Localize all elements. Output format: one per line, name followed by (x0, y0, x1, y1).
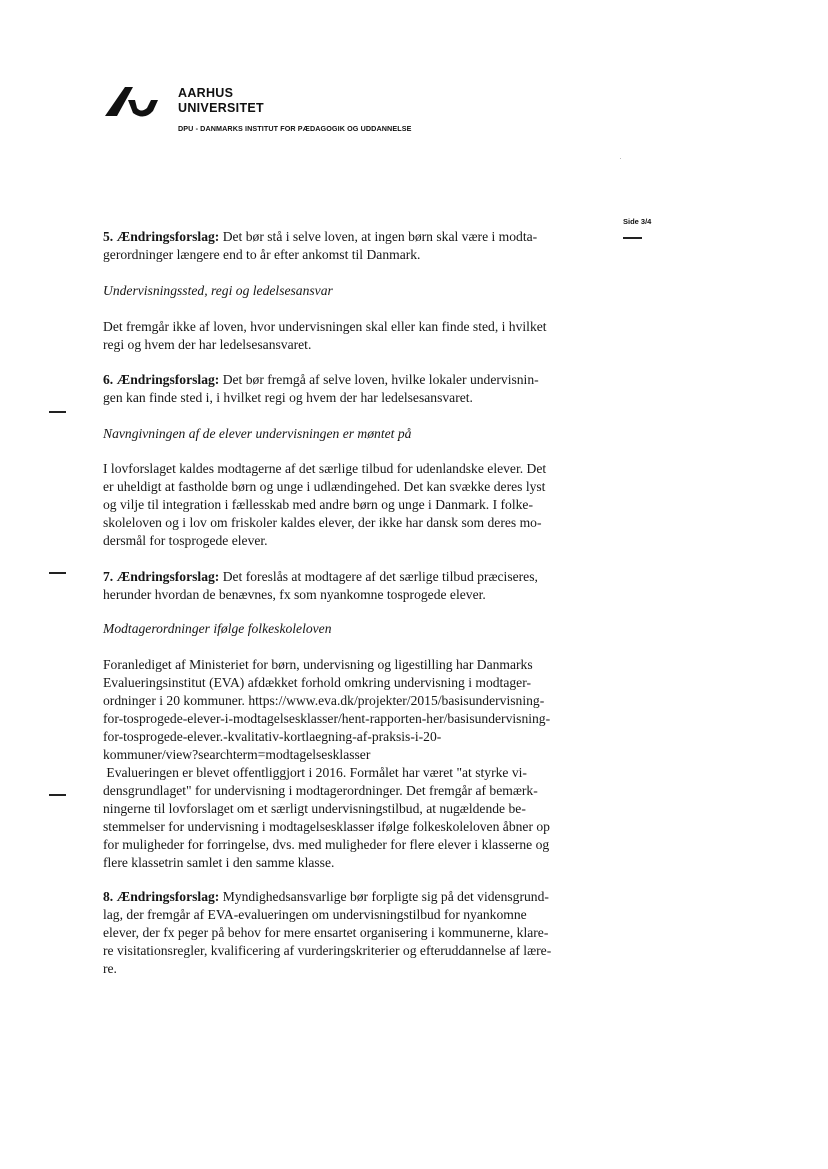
proposal-label: 6. Ændringsforslag: (103, 372, 220, 387)
proposal-text: lag, der fremgår af EVA-evalueringen om undervisningstilbud for nyankomne (103, 907, 527, 922)
paragraph (103, 318, 608, 354)
paragraph-line: Det fremgår ikke af loven, hvor undervisningen skal eller kan finde sted, i hvilket (103, 319, 547, 334)
paragraph-line: Foranlediget af Ministeriet for børn, undervisning og ligestilling har Danmarks (103, 657, 533, 672)
paragraph-line: for muligheder for forringelse, dvs. med muligheder for flere elever i klasserne og (103, 837, 550, 852)
paragraph-line: er uheldigt at fastholde børn og unge i udlændingehed. Det kan svække deres lyst (103, 479, 546, 494)
paragraph-line: flere klassetrin samlet i den samme klasse. (103, 855, 335, 870)
proposal-text: Myndighedsansvarlige bør forpligte sig på det vidensgrund- (219, 889, 549, 904)
university-name-line2: UNIVERSITET (178, 101, 264, 115)
paragraph-line: for-tosprogede-elever.-kvalitativ-kortlaegning-af-praksis-i-20- (103, 729, 442, 744)
proposal-text: Det bør fremgå af selve loven, hvilke lokaler undervisnin- (219, 372, 539, 387)
paragraph-line: Evalueringsinstitut (EVA) afdækket forhold omkring undervisning i modtager- (103, 675, 531, 690)
proposal-8 (103, 888, 608, 978)
aarhus-university-logo-icon (103, 84, 169, 118)
proposal-label: 8. Ændringsforslag: (103, 889, 220, 904)
paragraph-line: for-tosprogede-elever-i-modtagelsesklasser/hent-rapporten-her/basisundervisning- (103, 711, 551, 726)
proposal-label: 7. Ændringsforslag: (103, 569, 220, 584)
proposal-text: gen kan finde sted i, i hvilket regi og hvem der har ledelsesansvaret. (103, 390, 473, 405)
margin-mark (49, 572, 66, 574)
paragraph (103, 460, 608, 550)
proposal-text: gerordninger længere end to år efter ankomst til Danmark. (103, 247, 421, 262)
proposal-text: Det bør stå i selve loven, at ingen børn skal være i modta- (219, 229, 538, 244)
proposal-text: elever, der fx peger på behov for mere ensartet organisering i kommunerne, klare- (103, 925, 549, 940)
margin-mark (49, 794, 66, 796)
proposal-text: re visitationsregler, kvalificering af vurderingskriterier og efteruddannelse af lære- (103, 943, 552, 958)
paragraph-line: kommuner/view?searchterm=modtagelsesklasser (103, 747, 371, 762)
proposal-text: herunder hvordan de benævnes, fx som nyankomne tosprogede elever. (103, 587, 486, 602)
paragraph-line: ordninger i 20 kommuner. https://www.eva.dk/projekter/2015/basisundervisning- (103, 693, 545, 708)
margin-mark (623, 237, 642, 239)
proposal-6 (103, 371, 608, 407)
paragraph-line: I lovforslaget kaldes modtagerne af det særlige tilbud for udenlandske elever. Det (103, 461, 547, 476)
paragraph-line: Evalueringen er blevet offentliggjort i 2016. Formålet har været "at styrke vi- (103, 765, 527, 780)
proposal-5 (103, 228, 608, 264)
paragraph-line: densgrundlaget" for undervisning i modtagerordninger. Det fremgår af bemærk- (103, 783, 538, 798)
paragraph (103, 656, 608, 872)
section-heading: Undervisningssted, regi og ledelsesansvar (103, 283, 333, 298)
paragraph-line: skoleloven og i lov om friskoler kaldes elever, der ikke har dansk som deres mo- (103, 515, 542, 530)
margin-mark (49, 411, 66, 413)
proposal-text: re. (103, 961, 117, 976)
proposal-label: 5. Ændringsforslag: (103, 229, 220, 244)
page-number: Side 3/4 (623, 217, 652, 226)
paragraph-line: dersmål for tosprogede elever. (103, 533, 268, 548)
section-heading: Navngivningen af de elever undervisningen er møntet på (103, 426, 412, 441)
university-name-line1: AARHUS (178, 86, 234, 100)
department-name: DPU - DANMARKS INSTITUT FOR PÆDAGOGIK OG UDDANNELSE (178, 124, 412, 133)
scan-speck (620, 158, 621, 159)
proposal-text: Det foreslås at modtagere af det særlige tilbud præciseres, (219, 569, 538, 584)
paragraph-line: ningerne til lovforslaget om et særligt undervisningstilbud, at nugældende be- (103, 801, 526, 816)
paragraph-line: og vilje til integration i fællesskab med andre børn og unge i Danmark. I folke- (103, 497, 533, 512)
paragraph-line: stemmelser for undervisning i modtagelsesklasser ifølge folkeskoleloven åbner op (103, 819, 550, 834)
paragraph-line: regi og hvem der har ledelsesansvaret. (103, 337, 312, 352)
proposal-7 (103, 568, 608, 604)
section-heading: Modtagerordninger ifølge folkeskoleloven (103, 621, 332, 636)
